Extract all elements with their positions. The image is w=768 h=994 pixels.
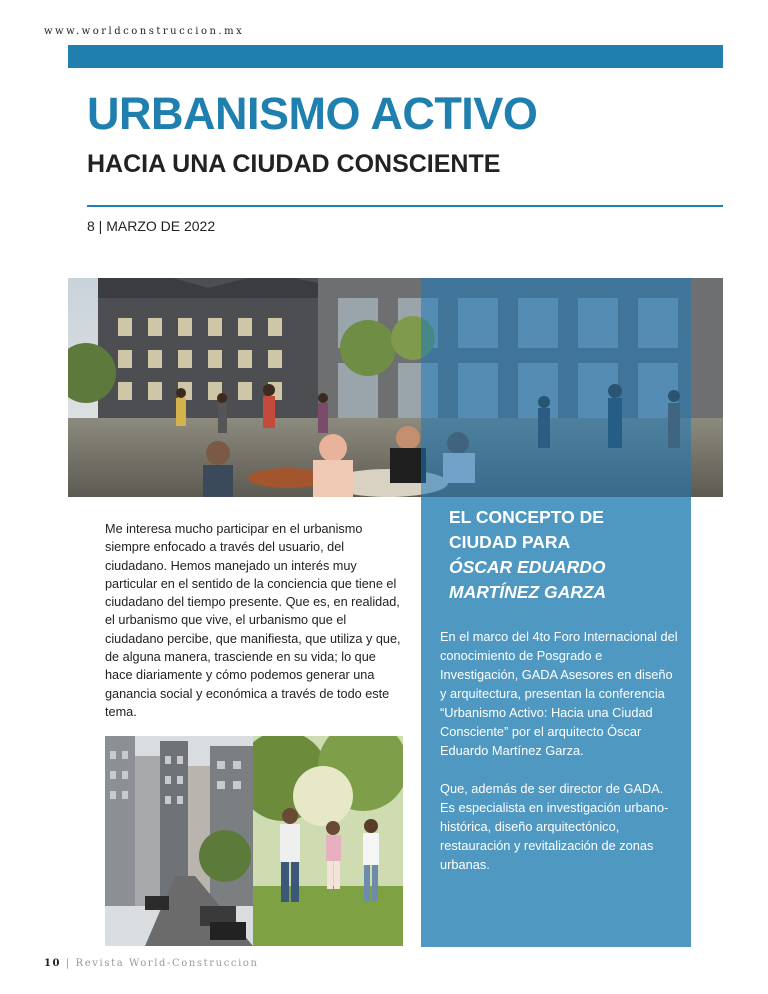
sidebar-panel: [421, 278, 691, 947]
magazine-name: Revista World-Construccion: [75, 958, 259, 969]
header-bar: [68, 45, 723, 68]
city-street-illustration: [105, 736, 253, 946]
article-date: 8 | MARZO DE 2022: [87, 218, 216, 234]
site-url: www.worldconstruccion.mx: [44, 26, 245, 37]
article-subtitle: HACIA UNA CIUDAD CONSCIENTE: [87, 150, 501, 178]
sidebar-heading: [449, 505, 679, 605]
page-footer: [44, 958, 259, 969]
sidebar-paragraph: En el marco del 4to Foro Internacional del conocimiento de Posgrado e Investigación, GADA Asesores en diseño y arquitectura, presentan la conferencia “Urbanismo Activo: Hacia una Ciudad Consciente” por el arquitecto Óscar Eduardo Martínez Garza.: [440, 629, 678, 758]
city-photo: [105, 736, 253, 946]
family-photo: [253, 736, 403, 946]
sidebar-heading-line: CIUDAD PARA: [449, 532, 571, 552]
sidebar-heading-name: ÓSCAR EDUARDO: [449, 557, 606, 577]
footer-separator: |: [61, 958, 76, 969]
page-number: 10: [44, 958, 62, 969]
sidebar-heading-name: MARTÍNEZ GARZA: [449, 582, 607, 602]
article-title: URBANISMO ACTIVO: [87, 88, 538, 139]
sidebar-body: [440, 627, 680, 893]
sidebar-overlay: [421, 278, 691, 497]
family-park-illustration: [253, 736, 403, 946]
intro-paragraph: Me interesa mucho participar en el urbanismo siempre enfocado a través del usuario, del ciudadano. Hemos manejado un interés muy particular en el sentido de la conciencia que tiene el ciudadano del tiempo presente. Que es, en realidad, el urbanismo que vive, el urbanismo que el ciudadano percibe, que manifiesta, que utiliza y que, de alguna manera, trasciende en su vida; lo que hace diariamente y cómo podemos generar una ganancia social y económica a través de todo este tema.: [105, 522, 401, 719]
sidebar-heading-line: EL CONCEPTO DE: [449, 507, 604, 527]
sidebar-paragraph: Que, además de ser director de GADA. Es especialista en investigación urbano-histórica, diseño arquitectónico, restauración y revitalización de zonas urbanas.: [440, 781, 669, 872]
title-divider: [87, 205, 723, 207]
